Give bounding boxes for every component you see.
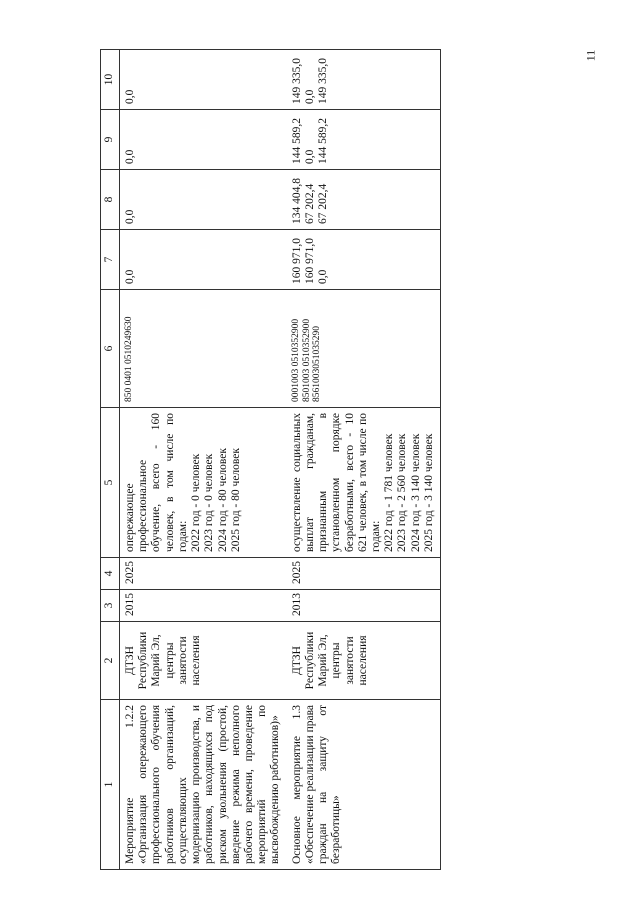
value: 134 404,8	[290, 178, 303, 224]
value: 160 971,0	[290, 238, 303, 284]
budget-code: 8501003 0510352900	[301, 318, 312, 402]
executor: ДТЗН Республики Марий Эл, центры занятости населения	[287, 622, 441, 700]
indicator-year: 2023 год - 2 560 человек	[396, 433, 409, 552]
col-header-4: 4	[101, 558, 120, 590]
value: 0,0	[124, 209, 136, 224]
col-header-1: 1	[101, 700, 120, 870]
budget-codes	[287, 290, 441, 408]
budget-code: 850 0401 0510249630	[124, 316, 134, 402]
indicator-year: 2022 год - 1 781 человек	[383, 433, 396, 552]
start-year: 2013	[287, 590, 441, 622]
col10-values	[120, 50, 287, 110]
value: 67 202,4	[303, 183, 316, 224]
col-header-6: 6	[101, 290, 120, 408]
value: 0,0	[303, 89, 316, 104]
program-table	[100, 49, 441, 870]
col-header-3: 3	[101, 590, 120, 622]
col7-values	[120, 230, 287, 290]
value: 160 971,0	[303, 238, 316, 284]
indicator	[287, 408, 441, 558]
indicator-year: 2025 год - 80 человек	[229, 448, 242, 552]
value: 149 335,0	[290, 58, 303, 104]
value: 0,0	[317, 269, 330, 284]
indicator-year: 2024 год - 80 человек	[216, 448, 229, 552]
indicator	[120, 408, 287, 558]
value: 144 589,2	[317, 118, 330, 164]
indicator-text: осуществление социальных выплат гражданам, признанным в установленном порядке безработными, всего - 10 621 человек, в том числе по годам:	[290, 413, 382, 552]
measure-name: Основное мероприятие 1.3 «Обеспечение реализации права граждан на защиту от безработицы»	[287, 700, 441, 870]
col8-values	[287, 170, 441, 230]
end-year: 2025	[287, 558, 441, 590]
col10-values	[287, 50, 441, 110]
value: 0,0	[124, 149, 136, 164]
col9-values	[287, 110, 441, 170]
page-number: 11	[583, 49, 598, 62]
measure-name: Мероприятие 1.2.2 «Организация опережающего профессионального обучения работников организаций, осуществляющих модернизацию производства, и работников, находящихся под риском увольнения (простой, введение режима неполного рабочего времени, проведение мероприятий по высвобождению работников)»	[120, 700, 287, 870]
indicator-year: 2022 год - 0 человек	[190, 453, 203, 552]
col-header-10: 10	[101, 50, 120, 110]
value: 0,0	[124, 269, 136, 284]
executor: ДТЗН Республики Марий Эл, центры занятости населения	[120, 622, 287, 700]
table-row	[120, 50, 287, 870]
value: 0,0	[303, 149, 316, 164]
indicator-year: 2024 год - 3 140 человек	[409, 433, 422, 552]
start-year: 2015	[120, 590, 287, 622]
col-header-7: 7	[101, 230, 120, 290]
col7-values	[287, 230, 441, 290]
col-header-9: 9	[101, 110, 120, 170]
col8-values	[120, 170, 287, 230]
value: 0,0	[124, 89, 136, 104]
col-header-5: 5	[101, 408, 120, 558]
budget-codes	[120, 290, 287, 408]
value: 144 589,2	[290, 118, 303, 164]
rotated-table-wrapper	[100, 50, 570, 870]
indicator-year: 2023 год - 0 человек	[203, 453, 216, 552]
indicator-year: 2025 год - 3 140 человек	[422, 433, 435, 552]
col-header-8: 8	[101, 170, 120, 230]
end-year: 2025	[120, 558, 287, 590]
budget-code: 8561003051035290	[312, 326, 323, 402]
budget-code: 0001003 0510352900	[290, 318, 301, 402]
col-header-2: 2	[101, 622, 120, 700]
indicator-text: опережающее профессиональное обучение, всего - 160 человек, в том числе по годам:	[124, 413, 189, 552]
value: 67 202,4	[317, 183, 330, 224]
header-row	[101, 50, 120, 870]
table-row	[287, 50, 441, 870]
value: 149 335,0	[317, 58, 330, 104]
col9-values	[120, 110, 287, 170]
